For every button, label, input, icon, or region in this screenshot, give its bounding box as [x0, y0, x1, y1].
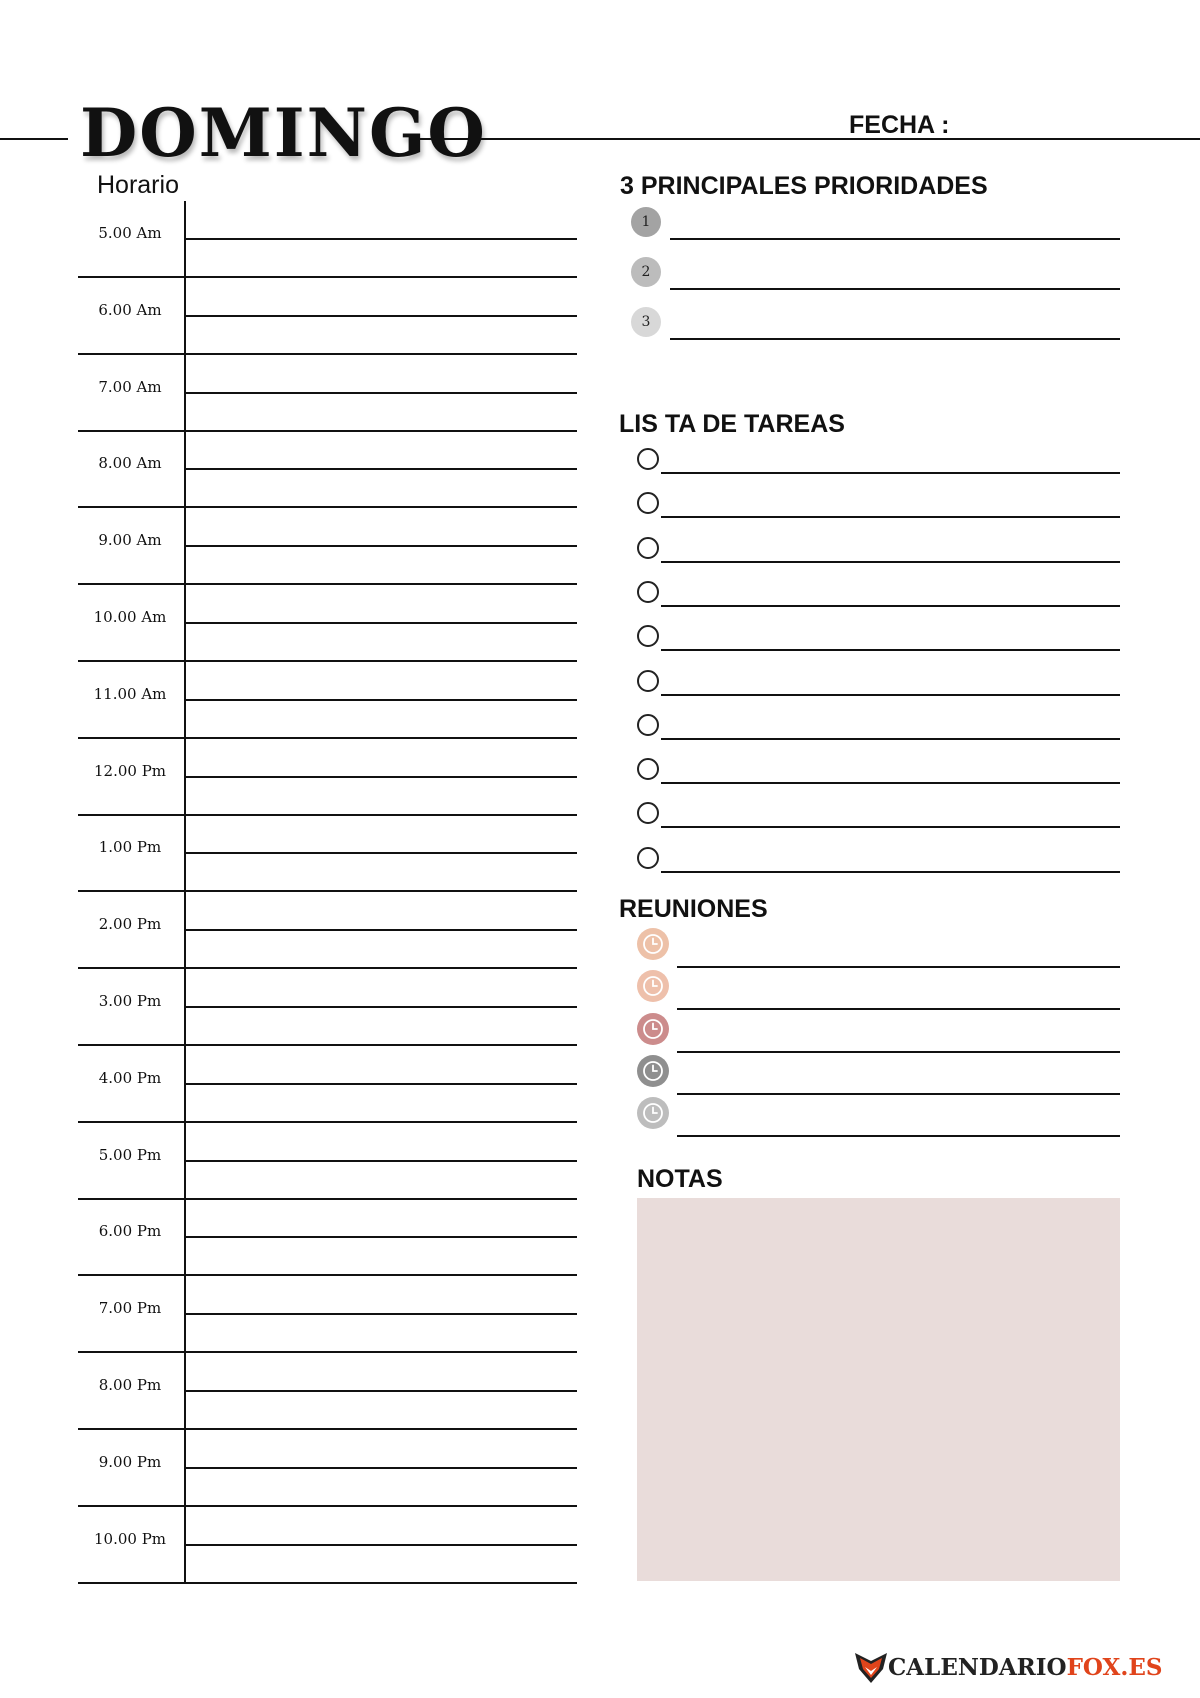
time-slot-divider: [78, 1274, 577, 1276]
date-label: FECHA :: [849, 111, 950, 139]
time-slot-divider: [78, 737, 577, 739]
time-slot-label: 8.00 Am: [98, 454, 162, 472]
task-checkbox[interactable]: [637, 670, 659, 692]
time-slot-entry-line[interactable]: [184, 1544, 577, 1546]
meeting-entry-line[interactable]: [677, 1051, 1120, 1053]
time-slot-label: 8.00 Pm: [98, 1376, 162, 1394]
time-slot-label: 6.00 Pm: [98, 1222, 162, 1240]
task-entry-line[interactable]: [661, 561, 1120, 563]
time-slot-entry-line[interactable]: [184, 1160, 577, 1162]
time-slot-divider: [78, 353, 577, 355]
meeting-entry-line[interactable]: [677, 1093, 1120, 1095]
time-slot-label: 10.00 Pm: [93, 1530, 167, 1548]
priority-entry-line[interactable]: [670, 338, 1120, 340]
clock-icon: [637, 928, 669, 960]
time-slot-divider: [78, 506, 577, 508]
schedule-title: Horario: [97, 171, 179, 199]
clock-icon: [637, 1055, 669, 1087]
time-slot-entry-line[interactable]: [184, 468, 577, 470]
meeting-entry-line[interactable]: [677, 966, 1120, 968]
priority-entry-line[interactable]: [670, 288, 1120, 290]
time-slot-label: 1.00 Pm: [98, 838, 162, 856]
time-slot-label: 9.00 Am: [98, 531, 162, 549]
header-rule-right: [414, 138, 1200, 140]
time-slot-entry-line[interactable]: [184, 1313, 577, 1315]
tasks-title: LIS TA DE TAREAS: [619, 410, 845, 438]
time-slot-divider: [78, 1198, 577, 1200]
task-entry-line[interactable]: [661, 649, 1120, 651]
time-slot-divider: [78, 583, 577, 585]
time-slot-label: 2.00 Pm: [98, 915, 162, 933]
time-slot-label: 7.00 Am: [98, 378, 162, 396]
meeting-entry-line[interactable]: [677, 1008, 1120, 1010]
task-checkbox[interactable]: [637, 847, 659, 869]
time-slot-entry-line[interactable]: [184, 392, 577, 394]
task-entry-line[interactable]: [661, 516, 1120, 518]
notes-area[interactable]: [637, 1198, 1120, 1581]
time-slot-entry-line[interactable]: [184, 929, 577, 931]
task-entry-line[interactable]: [661, 826, 1120, 828]
time-slot-divider: [78, 1351, 577, 1353]
time-slot-label: 5.00 Am: [98, 224, 162, 242]
priorities-title: 3 PRINCIPALES PRIORIDADES: [620, 172, 988, 200]
time-slot-entry-line[interactable]: [184, 238, 577, 240]
meeting-entry-line[interactable]: [677, 1135, 1120, 1137]
task-checkbox[interactable]: [637, 581, 659, 603]
task-checkbox[interactable]: [637, 802, 659, 824]
task-checkbox[interactable]: [637, 448, 659, 470]
time-slot-entry-line[interactable]: [184, 1006, 577, 1008]
time-slot-label: 6.00 Am: [98, 301, 162, 319]
time-slot-entry-line[interactable]: [184, 622, 577, 624]
priority-number-badge: 3: [631, 307, 661, 337]
clock-icon: [637, 1013, 669, 1045]
time-slot-label: 5.00 Pm: [98, 1146, 162, 1164]
task-entry-line[interactable]: [661, 472, 1120, 474]
time-slot-label: 12.00 Pm: [93, 762, 167, 780]
task-entry-line[interactable]: [661, 605, 1120, 607]
time-slot-divider: [78, 1428, 577, 1430]
task-checkbox[interactable]: [637, 758, 659, 780]
time-slot-divider: [78, 1121, 577, 1123]
brand-name-part2: FOX.ES: [1066, 1654, 1163, 1681]
task-entry-line[interactable]: [661, 738, 1120, 740]
time-slot-label: 4.00 Pm: [98, 1069, 162, 1087]
time-slot-entry-line[interactable]: [184, 1236, 577, 1238]
time-slot-divider: [78, 967, 577, 969]
meetings-title: REUNIONES: [619, 895, 768, 923]
task-entry-line[interactable]: [661, 694, 1120, 696]
time-slot-entry-line[interactable]: [184, 1467, 577, 1469]
time-slot-divider: [78, 1582, 577, 1584]
fox-logo-icon: [853, 1649, 889, 1685]
time-slot-divider: [78, 890, 577, 892]
time-slot-entry-line[interactable]: [184, 852, 577, 854]
priority-number-badge: 2: [631, 257, 661, 287]
brand-logo: [853, 1650, 1163, 1684]
time-slot-entry-line[interactable]: [184, 699, 577, 701]
time-slot-label: 7.00 Pm: [98, 1299, 162, 1317]
priority-entry-line[interactable]: [670, 238, 1120, 240]
task-entry-line[interactable]: [661, 871, 1120, 873]
priority-number-badge: 1: [631, 207, 661, 237]
schedule-vertical-rule: [184, 201, 186, 1583]
task-checkbox[interactable]: [637, 537, 659, 559]
time-slot-divider: [78, 276, 577, 278]
time-slot-divider: [78, 814, 577, 816]
task-checkbox[interactable]: [637, 492, 659, 514]
notes-title: NOTAS: [637, 1165, 723, 1193]
time-slot-label: 11.00 Am: [93, 685, 167, 703]
time-slot-entry-line[interactable]: [184, 1390, 577, 1392]
time-slot-entry-line[interactable]: [184, 1083, 577, 1085]
task-checkbox[interactable]: [637, 625, 659, 647]
task-entry-line[interactable]: [661, 782, 1120, 784]
time-slot-label: 10.00 Am: [93, 608, 167, 626]
time-slot-divider: [78, 1505, 577, 1507]
time-slot-label: 3.00 Pm: [98, 992, 162, 1010]
task-checkbox[interactable]: [637, 714, 659, 736]
clock-icon: [637, 1097, 669, 1129]
time-slot-entry-line[interactable]: [184, 776, 577, 778]
brand-name-part1: CALENDARIO: [888, 1654, 1067, 1681]
header-rule-left: [0, 138, 68, 140]
time-slot-label: 9.00 Pm: [98, 1453, 162, 1471]
clock-icon: [637, 970, 669, 1002]
day-title: DOMINGO: [80, 94, 487, 172]
time-slot-entry-line[interactable]: [184, 315, 577, 317]
time-slot-divider: [78, 660, 577, 662]
time-slot-divider: [78, 1044, 577, 1046]
time-slot-divider: [78, 430, 577, 432]
time-slot-entry-line[interactable]: [184, 545, 577, 547]
